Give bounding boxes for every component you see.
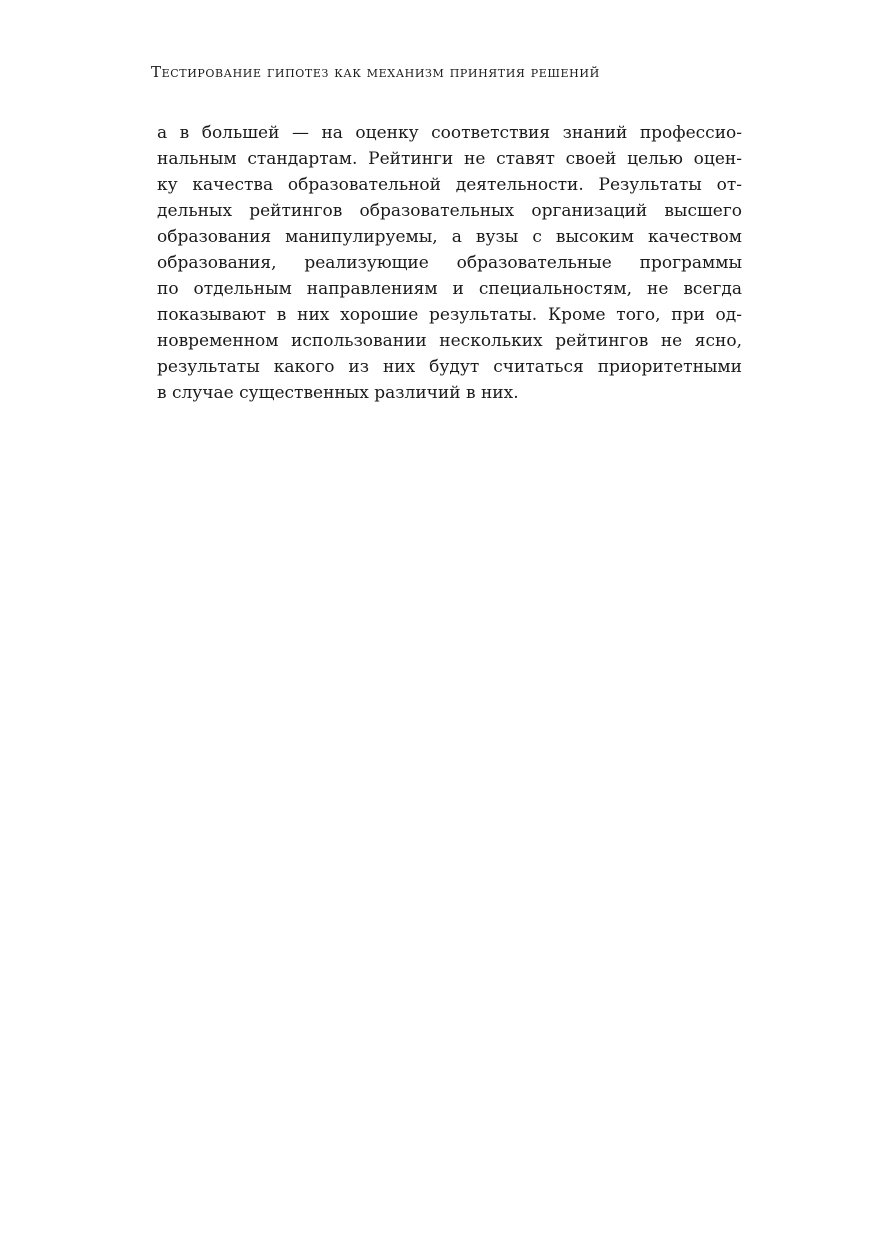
text-line: показывают в них хорошие результаты. Кроме того, при од- xyxy=(157,305,742,325)
body-paragraph xyxy=(157,120,742,406)
text-line: дельных рейтингов образовательных организаций высшего xyxy=(157,201,742,221)
text-line: нальным стандартам. Рейтинги не ставят своей целью оцен- xyxy=(157,149,742,169)
running-header: Тестирование гипотез как механизм принятия решений xyxy=(151,63,600,81)
text-line: ку качества образовательной деятельности. Результаты от- xyxy=(157,175,742,195)
text-line: образования, реализующие образовательные программы xyxy=(157,253,742,273)
text-line: а в большей — на оценку соответствия знаний профессио- xyxy=(157,123,742,143)
text-line: по отдельным направлениям и специальностям, не всегда xyxy=(157,279,742,299)
text-line: в случае существенных различий в них. xyxy=(157,383,519,403)
text-line: новременном использовании нескольких рейтингов не ясно, xyxy=(157,331,742,351)
text-line: образования манипулируемы, а вузы с высоким качеством xyxy=(157,227,742,247)
text-line: результаты какого из них будут считаться приоритетными xyxy=(157,357,742,377)
